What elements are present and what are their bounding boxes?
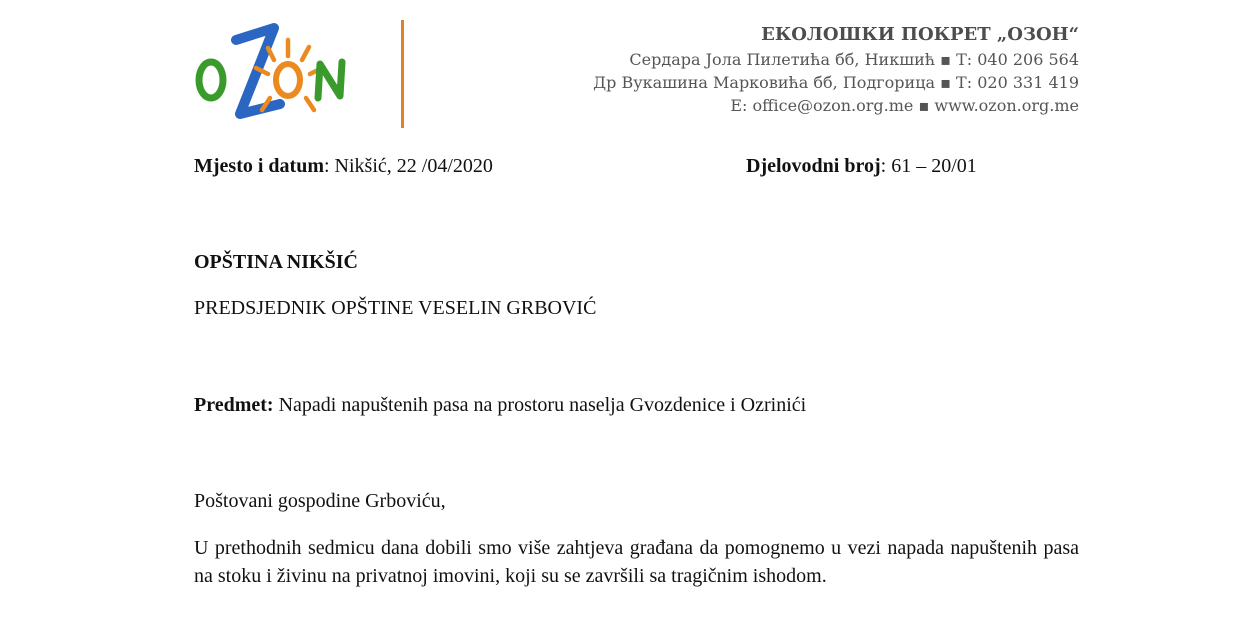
place-and-date (194, 152, 493, 180)
org-contact: E: office@ozon.org.me ▪ www.ozon.org.me (730, 96, 1079, 115)
body-paragraph: U prethodnih sedmicu dana dobili smo više zahtjeva građana da pomognemo u vezi napada napuštenih pasa na stoku i živinu na privatnoj imovini, koji su se završili sa tragičnim ishodom. (194, 537, 1079, 587)
place-date-label: Mjesto i datum (194, 155, 324, 177)
recipient-title: PREDSJEDNIK OPŠTINE VESELIN GRBOVIĆ (194, 297, 597, 319)
subject-label: Predmet: (194, 394, 274, 416)
org-name: ЕКОЛОШКИ ПОКРЕТ „ОЗОН“ (761, 24, 1079, 45)
ozon-logo-icon (194, 18, 354, 133)
subject-text: Napadi napuštenih pasa na prostoru naselja Gvozdenice i Ozrinići (273, 394, 807, 416)
org-address-niksic: Сердара Јола Пилетића бб, Никшић ▪ Т: 040 206 564 (629, 50, 1079, 69)
reference-number-label: Djelovodni broj (746, 155, 881, 177)
recipient-name: OPŠTINA NIKŠIĆ (194, 251, 358, 273)
reference-number-value: : 61 – 20/01 (880, 155, 977, 177)
ozon-logo (194, 18, 354, 133)
letterhead-org-info (593, 22, 1079, 117)
org-address-podgorica: Др Вукашина Марковића бб, Подгорица ▪ Т: 020 331 419 (593, 73, 1079, 92)
subject-line (194, 391, 806, 419)
reference-number (746, 152, 977, 180)
letterhead-divider (401, 20, 404, 128)
greeting: Poštovani gospodine Grboviću, (194, 490, 446, 512)
place-date-value: : Nikšić, 22 /04/2020 (323, 155, 493, 177)
